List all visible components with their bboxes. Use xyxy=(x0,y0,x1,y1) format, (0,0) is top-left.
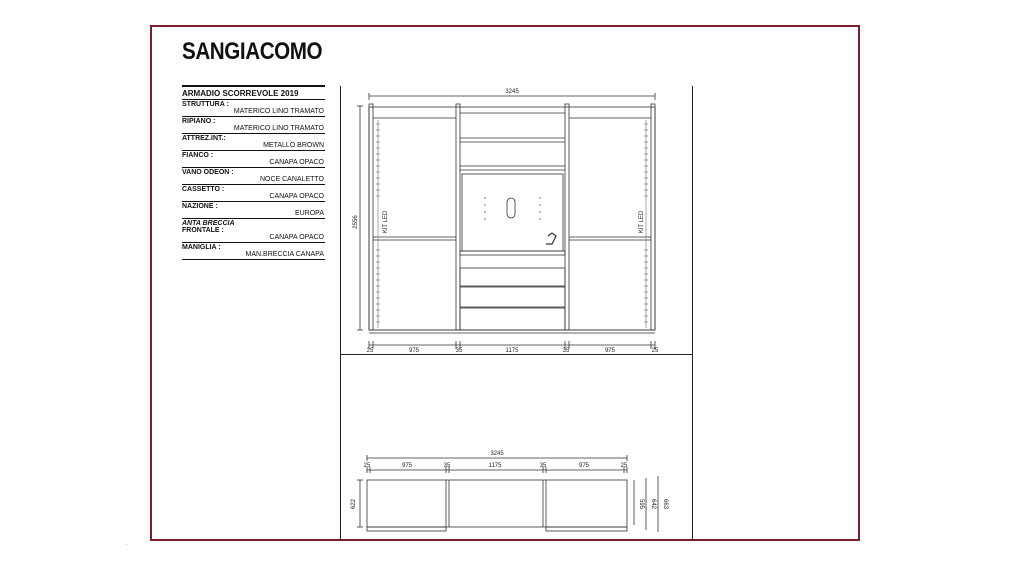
footnote-mark: . xyxy=(126,541,128,547)
spec-label: NAZIONE : xyxy=(182,203,218,210)
plan-sliding-door-right xyxy=(546,527,627,531)
drawer xyxy=(460,268,565,286)
plan-dim-depth: 642 xyxy=(650,498,656,510)
spec-value: NOCE CANALETTO xyxy=(259,176,324,183)
kit-led-label-left: KIT LED xyxy=(383,210,389,234)
spec-label: VANO ODEON : xyxy=(182,169,234,176)
plan-dim-seg: 1175 xyxy=(488,463,502,469)
wardrobe-outline xyxy=(369,107,655,330)
plan-dim-depth: 663 xyxy=(662,498,668,510)
dim-seg: 35 xyxy=(455,348,463,354)
spec-label: STRUTTURA : xyxy=(182,101,229,108)
dim-seg: 975 xyxy=(408,348,420,354)
spec-value: MAN.BRECCIA CANAPA xyxy=(245,251,324,258)
plan-outline xyxy=(367,480,627,527)
plan-dim-seg: 975 xyxy=(401,463,413,469)
spec-value: CANAPA OPACO xyxy=(269,234,324,241)
plan-dim-seg: 25 xyxy=(363,463,371,469)
side-panel-right xyxy=(651,104,655,330)
spec-label: ATTREZ.INT.: xyxy=(182,135,226,142)
kit-led-label-right: KIT LED xyxy=(639,210,645,234)
dim-seg: 35 xyxy=(562,348,570,354)
hook-symbol xyxy=(546,233,556,244)
spec-label: CASSETTO : xyxy=(182,186,225,193)
dim-seg: 25 xyxy=(366,348,374,354)
spec-label: MANIGLIA : xyxy=(182,244,221,251)
spec-label: RIPIANO : xyxy=(182,118,216,125)
spec-value: CANAPA OPACO xyxy=(269,159,324,166)
tv-panel xyxy=(462,174,563,251)
dim-seg: 1175 xyxy=(505,348,519,354)
plan-dim-seg: 975 xyxy=(578,463,590,469)
plan-dim-depth: 595 xyxy=(638,498,644,510)
spec-value: MATERICO LINO TRAMATO xyxy=(233,108,324,115)
spec-value: METALLO BROWN xyxy=(263,142,324,149)
side-panel-left xyxy=(369,104,373,330)
dim-total-width: 3245 xyxy=(505,89,519,95)
brand-title: SANGIACOMO xyxy=(182,38,323,65)
plan-dim-seg: 35 xyxy=(539,463,547,469)
tv-cable-slot xyxy=(507,198,515,218)
spec-value: EUROPA xyxy=(294,210,324,217)
plan-dim-seg: 25 xyxy=(620,463,628,469)
drawer xyxy=(460,287,565,307)
spec-value: MATERICO LINO TRAMATO xyxy=(233,125,324,132)
spec-title: ARMADIO SCORREVOLE 2019 xyxy=(182,85,325,100)
spec-label: ANTA BRECCIA xyxy=(182,220,235,227)
plan-dim-depth-left: 622 xyxy=(351,498,357,510)
spec-label-secondary: FRONTALE : xyxy=(182,227,224,234)
dim-seg: 975 xyxy=(604,348,616,354)
spec-label: FIANCO : xyxy=(182,152,214,159)
spec-value: CANAPA OPACO xyxy=(269,193,324,200)
dim-height: 2556 xyxy=(353,215,359,229)
plan-dim-seg: 35 xyxy=(443,463,451,469)
upright-inner-left xyxy=(456,104,460,330)
dim-seg: 25 xyxy=(651,348,659,354)
drawer xyxy=(460,308,565,330)
plan-sliding-door-left xyxy=(367,527,446,531)
plan-dim-total-width: 3245 xyxy=(490,451,504,457)
upright-inner-right xyxy=(565,104,569,330)
